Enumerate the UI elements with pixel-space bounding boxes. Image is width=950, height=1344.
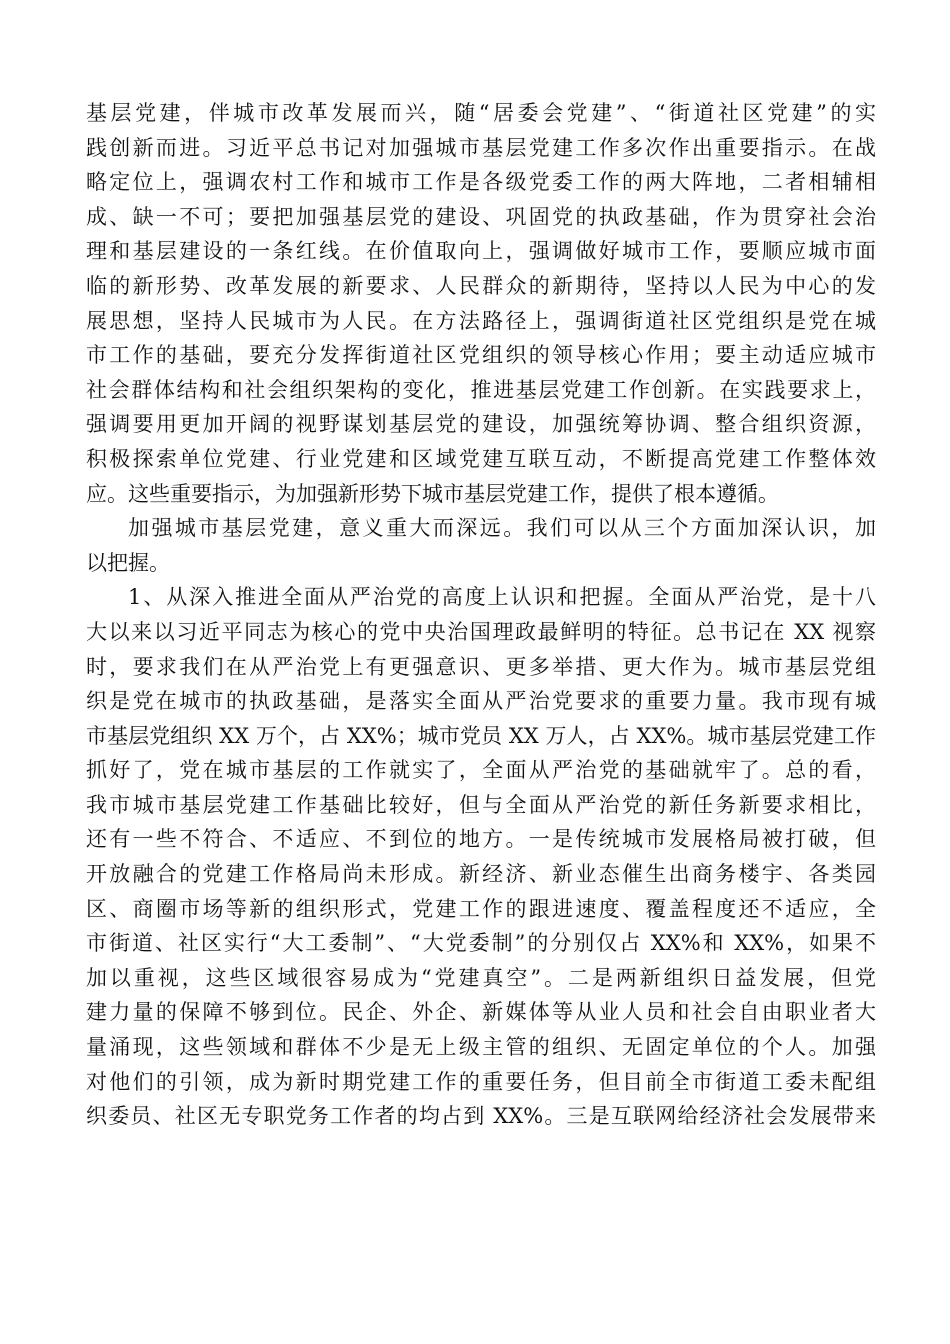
text-line: 践创新而进。习近平总书记对加强城市基层党建工作多次作出重要指示。在战 — [86, 135, 876, 160]
text-line: 略定位上，强调农村工作和城市工作是各级党委工作的两大阵地，二者相辅相 — [86, 170, 876, 195]
text-line: 社会群体结构和社会组织架构的变化，推进基层党建工作创新。在实践要求上， — [86, 377, 876, 402]
text-line: 时，要求我们在从严治党上有更强意识、更多举措、更大作为。城市基层党组 — [86, 654, 876, 679]
text-line: 抓好了，党在城市基层的工作就实了，全面从严治党的基础就牢了。总的看， — [86, 758, 876, 783]
text-line: 对他们的引领，成为新时期党建工作的重要任务，但目前全市街道工委未配组 — [86, 1069, 876, 1094]
text-line: 市工作的基础，要充分发挥街道社区党组织的领导核心作用；要主动适应城市 — [86, 343, 876, 368]
text-line: 还有一些不符合、不适应、不到位的地方。一是传统城市发展格局被打破，但 — [86, 827, 876, 852]
text-line: 加强城市基层党建，意义重大而深远。我们可以从三个方面加深认识，加 — [128, 516, 876, 541]
text-line: 建力量的保障不够到位。民企、外企、新媒体等从业人员和社会自由职业者大 — [86, 1000, 876, 1025]
text-line: 基层党建，伴城市改革发展而兴，随“居委会党建”、“街道社区党建”的实 — [86, 101, 876, 125]
text-line: 以把握。 — [86, 550, 170, 575]
text-line: 织是党在城市的执政基础，是落实全面从严治党要求的重要力量。我市现有城 — [86, 689, 876, 714]
paragraph — [86, 580, 876, 1134]
text-line: 临的新形势、改革发展的新要求、人民群众的新期待，坚持以人民为中心的发 — [86, 273, 876, 298]
text-line: 展思想，坚持人民城市为人民。在方法路径上，强调街道社区党组织是党在城 — [86, 308, 876, 333]
paragraph — [86, 511, 876, 580]
text-line: 市基层党组织 XX 万个，占 XX%；城市党员 XX 万人，占 XX%。城市基层党建工作 — [86, 723, 876, 748]
text-line: 应。这些重要指示，为加强新形势下城市基层党建工作，提供了根本遵循。 — [86, 481, 779, 506]
text-line: 大以来以习近平同志为核心的党中央治国理政最鲜明的特征。总书记在 XX 视察 — [86, 619, 876, 644]
text-line: 成、缺一不可；要把加强基层党的建设、巩固党的执政基础，作为贯穿社会治 — [86, 204, 876, 229]
text-line: 强调要用更加开阔的视野谋划基层党的建设，加强统筹协调、整合组织资源， — [86, 412, 876, 437]
text-line: 1、从深入推进全面从严治党的高度上认识和把握。全面从严治党，是十八 — [128, 585, 876, 610]
text-line: 加以重视，这些区域很容易成为“党建真空”。二是两新组织日益发展，但党 — [86, 965, 876, 990]
text-line: 区、商圈市场等新的组织形式，党建工作的跟进速度、覆盖程度还不适应，全 — [86, 896, 876, 921]
document-body — [86, 96, 876, 1134]
text-line: 理和基层建设的一条红线。在价值取向上，强调做好城市工作，要顺应城市面 — [86, 239, 876, 264]
text-line: 市街道、社区实行“大工委制”、“大党委制”的分别仅占 XX%和 XX%，如果不 — [86, 931, 876, 956]
paragraph — [86, 96, 876, 511]
text-line: 织委员、社区无专职党务工作者的均占到 XX%。三是互联网给经济社会发展带来 — [86, 1104, 876, 1129]
text-line: 积极探索单位党建、行业党建和区域党建互联互动，不断提高党建工作整体效 — [86, 446, 876, 471]
text-line: 我市城市基层党建工作基础比较好，但与全面从严治党的新任务新要求相比， — [86, 792, 876, 817]
text-line: 开放融合的党建工作格局尚未形成。新经济、新业态催生出商务楼宇、各类园 — [86, 862, 876, 887]
text-line: 量涌现，这些领域和群体不少是无上级主管的组织、无固定单位的个人。加强 — [86, 1035, 876, 1060]
